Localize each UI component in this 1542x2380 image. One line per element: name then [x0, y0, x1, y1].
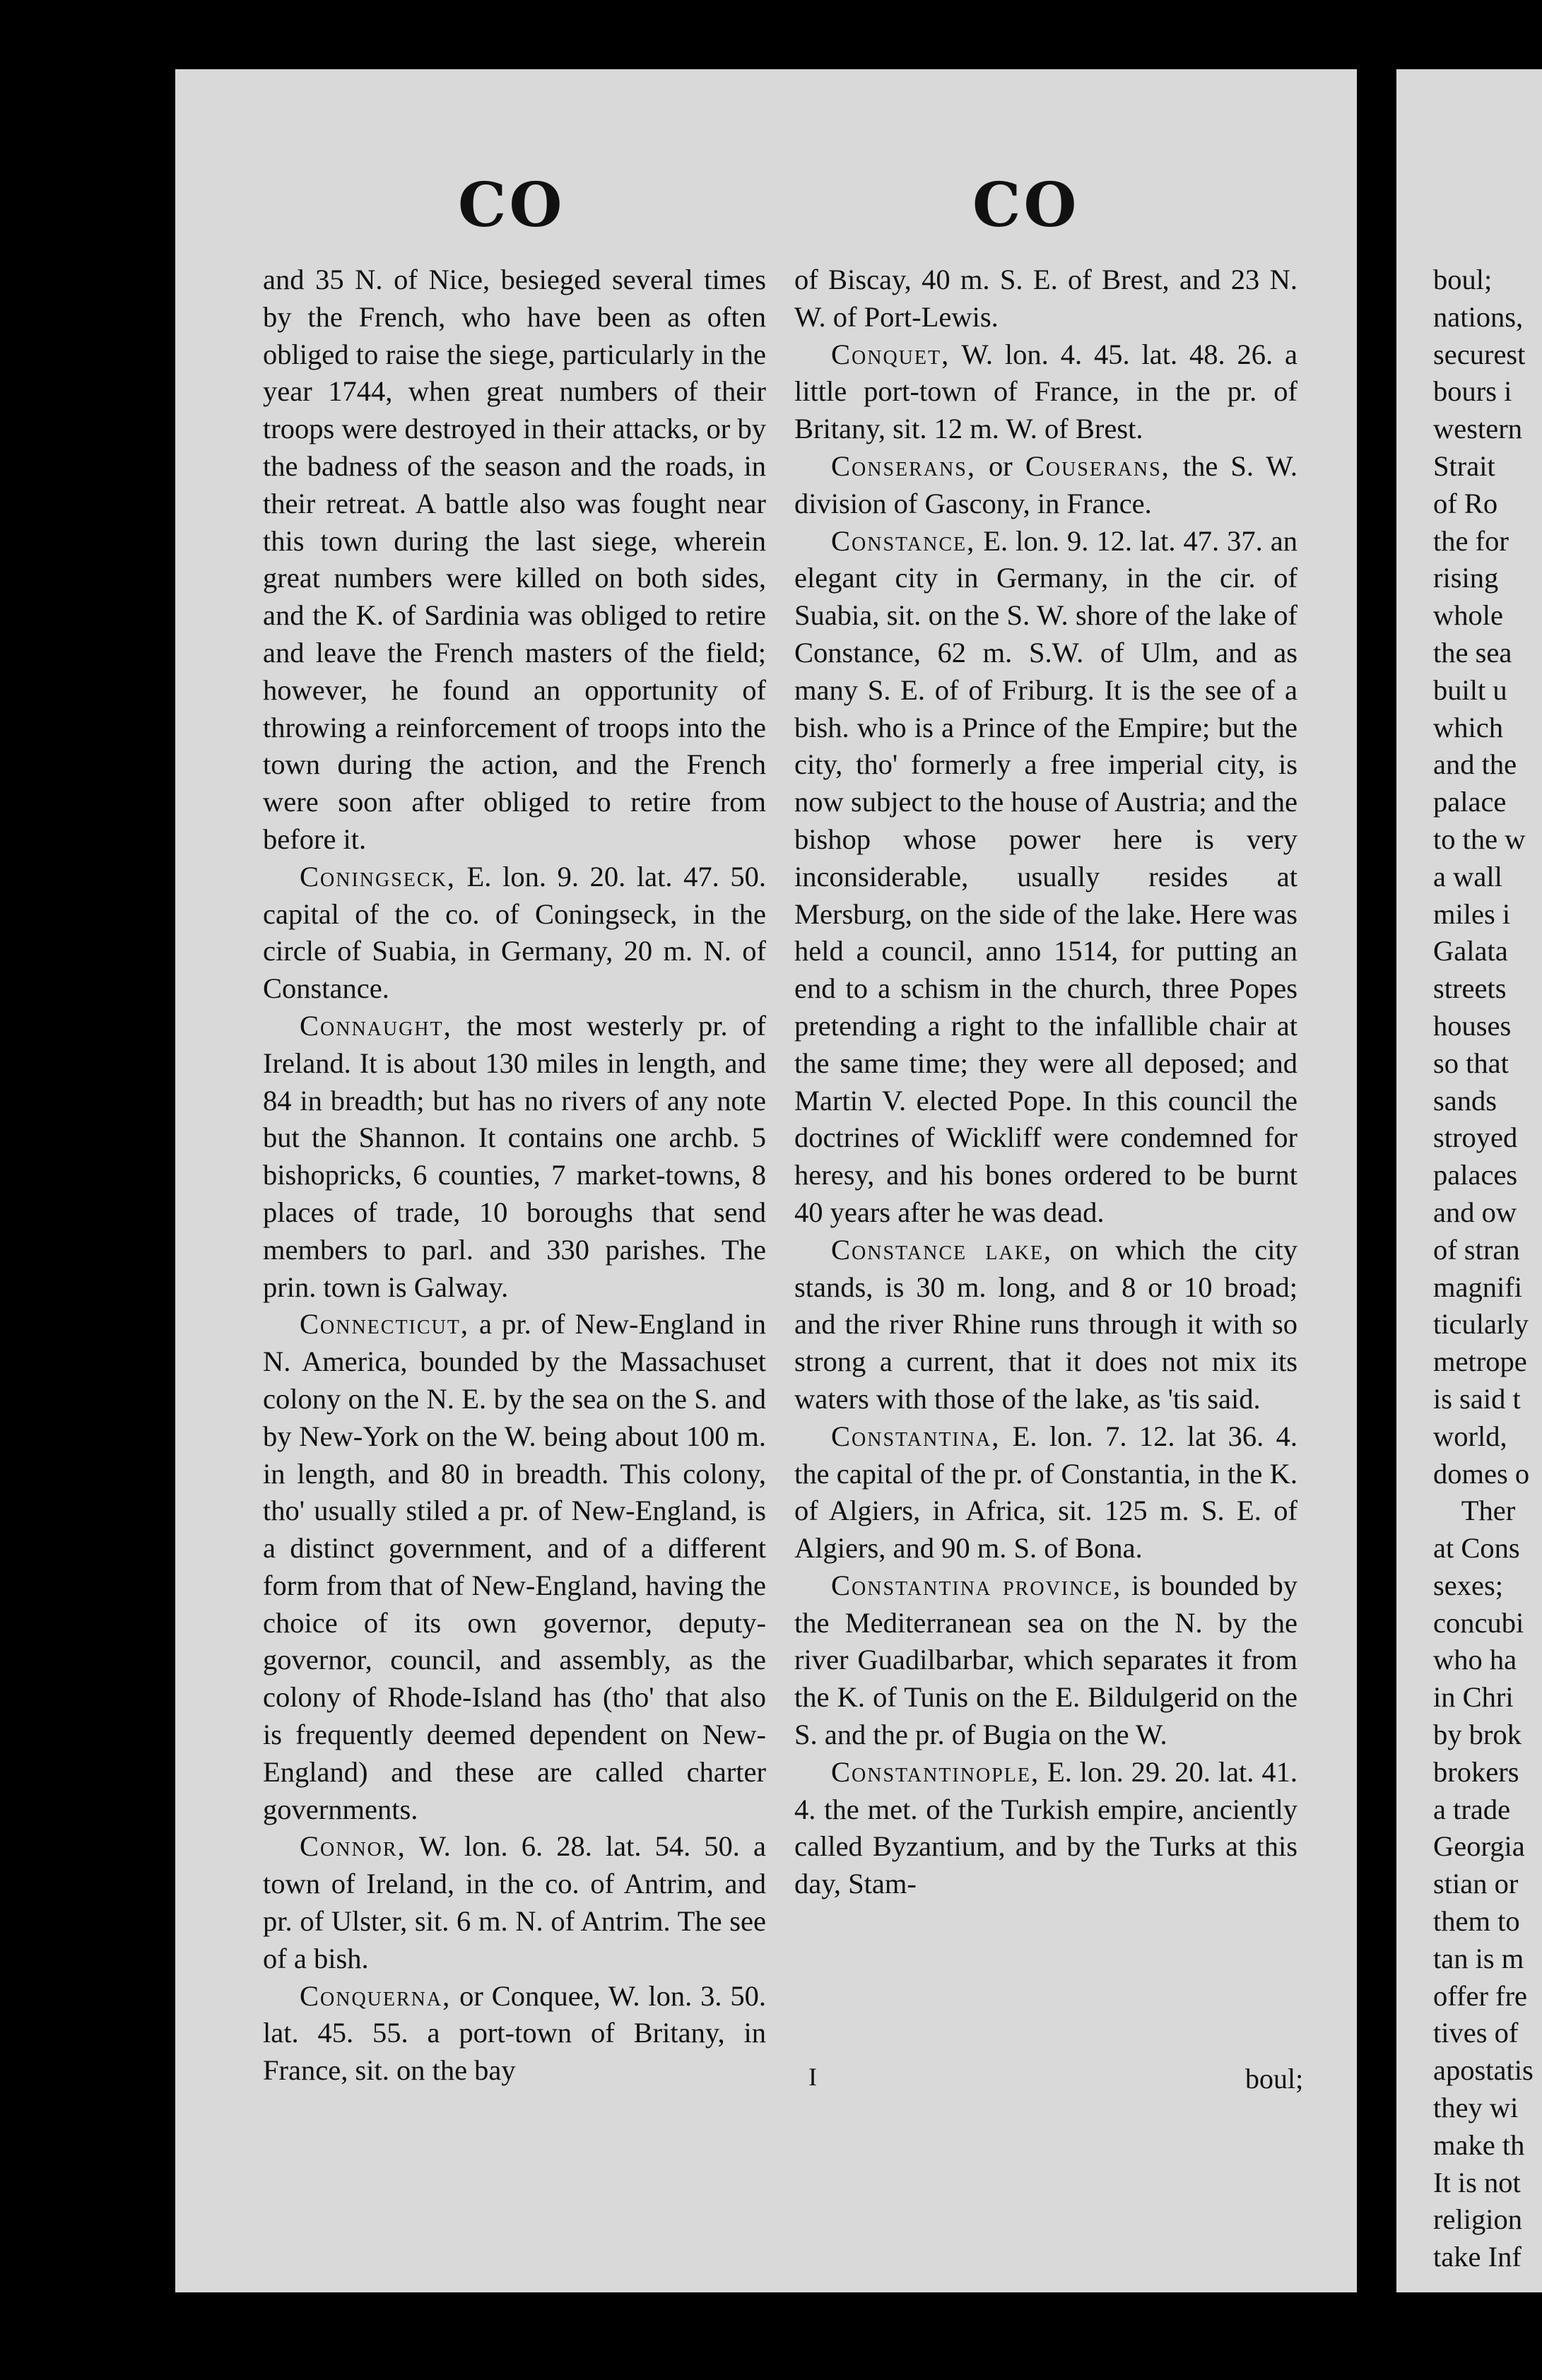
entry-text: E. lon. 29. 20. lat. 41. 4. the met. of the Turkish empire, anciently called Byzantium, and by the Turks at this day, Stam-: [794, 1755, 1297, 1900]
entry-headword-alt: Couserans,: [1025, 449, 1170, 482]
signature-mark: I: [808, 2063, 817, 2091]
running-head-left: CO: [458, 170, 565, 241]
entry-constantina: [794, 1418, 1297, 1567]
entry-text: E. lon. 9. 20. lat. 47. 50. capital of the co. of Coningseck, in the circle of Suabia, in Germany, 20 m. N. of Constance.: [263, 860, 766, 1005]
entry-text: the most westerly pr. of Ireland. It is about 130 miles in length, and 84 in breadth; but has no rivers of any note but the Shannon. It contains one archb. 5 bishopricks, 6 counties, 7 market-towns, 8 places of trade, 10 boroughs that send members to parl. and 330 parishes. The prin. town is Galway.: [263, 1009, 766, 1303]
entry-headword: Connor,: [300, 1830, 406, 1863]
entry-headword: Connaught,: [300, 1009, 452, 1042]
entry-connecticut: [263, 1306, 766, 1828]
entry-connor: [263, 1828, 766, 1977]
entry-constantina-province: [794, 1567, 1297, 1754]
entry-text: W. lon. 4. 45. lat. 48. 26. a little port-town of France, in the pr. of Britany, sit. 12 m. W. of Brest.: [794, 338, 1297, 445]
entry-conserans: [794, 448, 1297, 523]
entry-coningseck: [263, 859, 766, 1008]
entry-headword: Constance,: [831, 524, 976, 557]
entry-text: E. lon. 9. 12. lat. 47. 37. an elegant city in Germany, in the cir. of Suabia, sit. on the S. W. shore of the lake of Constance, 62 m. S.W. of Ulm, and as many S. E. of of Friburg. It is the see of a bish. who is a Prince of the Empire; but the city, tho' formerly a free imperial city, is now subject to the house of Austria; and the bishop whose power here is very inconsiderable, usually resides at Mersburg, on the side of the lake. Here was held a council, anno 1514, for putting an end to a schism in the church, three Popes pretending a right to the infallible chair at the same time; they were all deposed; and Martin V. elected Pope. In this council the doctrines of Wickliff were condemned for heresy, and his bones ordered to be burnt 40 years after he was dead.: [794, 524, 1297, 1228]
left-column: [263, 261, 766, 2090]
entry-constantinople: [794, 1754, 1297, 1903]
entry-connaught: [263, 1008, 766, 1306]
right-column: [794, 261, 1297, 1903]
entry-headword: Coningseck,: [300, 860, 456, 892]
entry-constance: [794, 523, 1297, 1232]
entry-text: E. lon. 7. 12. lat 36. 4. the capital of the pr. of Constantia, in the K. of Algiers, in Africa, sit. 125 m. S. E. of Algiers, and 90 m. S. of Bona.: [794, 1420, 1297, 1565]
entry-conquerna: [263, 1978, 766, 2090]
entry-conquet: [794, 336, 1297, 448]
entry-headword: Constantina,: [831, 1420, 1001, 1452]
entry-text: or: [975, 449, 1025, 482]
entry-headword: Constance lake,: [831, 1233, 1053, 1266]
entry-headword: Connecticut,: [300, 1308, 470, 1341]
entry-continuation: and 35 N. of Nice, besieged several times by the French, who have been as often obliged to raise the siege, particularly in the year 1744, when great numbers of their troops were destroyed in their attacks, or by the badness of the season and the roads, in their retreat. A battle also was fought near this town during the last siege, wherein great numbers were killed on both sides, and the K. of Sardinia was obliged to retire and leave the French masters of the field; however, he found an opportunity of throwing a reinforcement of troops into the town during the action, and the French were soon after obliged to retire from before it.: [263, 264, 766, 855]
entry-constance-lake: [794, 1232, 1297, 1418]
entry-text: is bounded by the Mediterranean sea on the N. by the river Guadilbarbar, which separates it from the K. of Tunis on the E. Bildulgerid on the S. and the pr. of Bugia on the W.: [794, 1569, 1297, 1751]
entry-headword: Constantinople,: [831, 1755, 1040, 1788]
entry-continuation: of Biscay, 40 m. S. E. of Brest, and 23 N. W. of Port-Lewis.: [794, 264, 1297, 333]
next-page-edge-text: boul; nations, securest bours i western Strait of Ro the for rising whole the sea built u which and the palace to the w a wall miles i Galata streets houses so that sands stroyed palaces and ow of stran magnifi ticularly metrope is said t world, domes o Ther at Cons sexes; concubi who ha in Chri by brok brokers a trade Georgia stian or them to tan is m offer fre tives of apostatis they wi make th It is not religion take Inf: [1433, 264, 1534, 2273]
entry-text: a pr. of New-England in N. America, bounded by the Massachuset colony on the N. E. by the sea on the S. and by New-York on the W. being about 100 m. in length, and 80 in breadth. This colony, tho' usually stiled a pr. of New-England, is a distinct government, and of a different form from that of New-England, having the choice of its own governor, deputy-governor, council, and assembly, as the colony of Rhode-Island has (tho' that also is frequently deemed dependent on New-England) and these are called charter governments.: [263, 1308, 766, 1825]
book-gutter: [1357, 0, 1396, 2380]
entry-text: the S. W. division of Gascony, in France.: [794, 449, 1297, 519]
running-head-right: CO: [972, 170, 1080, 241]
entry-headword: Conserans,: [831, 449, 976, 482]
entry-text: W. lon. 6. 28. lat. 54. 50. a town of Ireland, in the co. of Antrim, and pr. of Ulster, sit. 6 m. N. of Antrim. The see of a bish.: [263, 1830, 766, 1974]
entry-text: on which the city stands, is 30 m. long, and 8 or 10 broad; and the river Rhine runs through it with so strong a current, that it does not mix its waters with those of the lake, as 'tis said.: [794, 1233, 1297, 1415]
catchword: boul;: [1245, 2063, 1304, 2095]
entry-headword: Conquet,: [831, 338, 950, 370]
entry-headword: Constantina province,: [831, 1569, 1122, 1601]
entry-text: or Conquee, W. lon. 3. 50. lat. 45. 55. a port-town of Britany, in France, sit. on the bay: [263, 1979, 766, 2087]
entry-headword: Conquerna,: [300, 1979, 452, 2012]
